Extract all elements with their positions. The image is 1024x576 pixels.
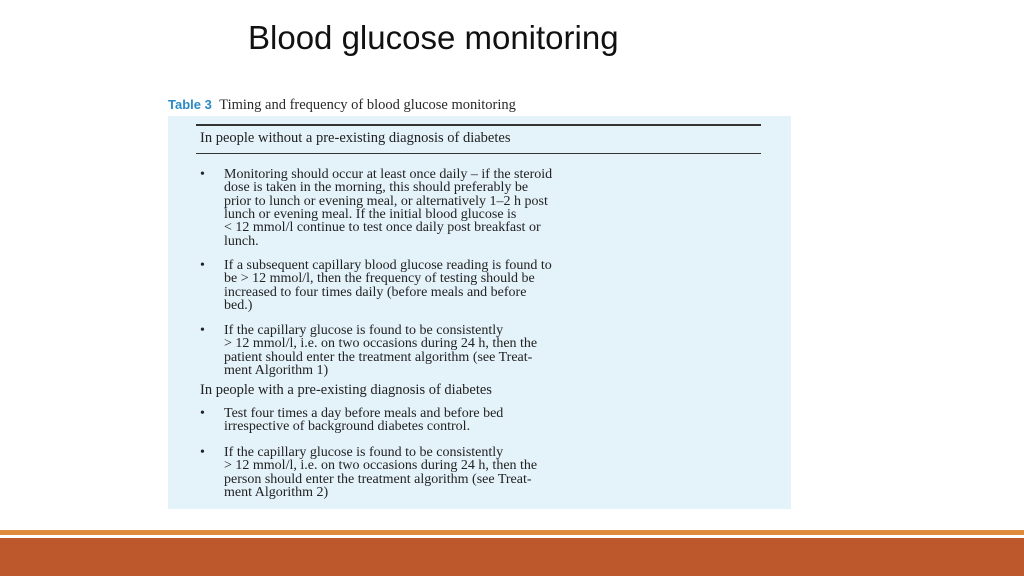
list-item-line: increased to four times daily (before meals and before xyxy=(224,284,527,300)
list-item-line: bed.) xyxy=(224,297,253,313)
slide-title: Blood glucose monitoring xyxy=(248,19,619,56)
bullet-icon: • xyxy=(200,445,205,460)
table-header-rule xyxy=(196,153,761,154)
list-item-line: patient should enter the treatment algorithm (see Treat- xyxy=(224,349,533,365)
table-caption xyxy=(168,97,516,114)
list-item-line: dose is taken in the morning, this should preferably be xyxy=(224,180,529,196)
section-heading-without-diabetes: In people without a pre-existing diagnosis of diabetes xyxy=(200,130,511,146)
list-item-line: Monitoring should occur at least once daily – if the steroid xyxy=(224,167,553,182)
list-item-line: > 12 mmol/l, i.e. on two occasions during 24 h, then the xyxy=(224,336,538,352)
list-item-line: If the capillary glucose is found to be consistently xyxy=(224,323,504,338)
list-item-line: ment Algorithm 1) xyxy=(224,362,329,378)
footer-band xyxy=(0,538,1024,576)
list-item-line: person should enter the treatment algorithm (see Treat- xyxy=(224,471,532,487)
bullet-icon: • xyxy=(200,258,205,273)
list-item-line: Test four times a day before meals and before bed xyxy=(224,406,504,421)
table-caption-text: Timing and frequency of blood glucose monitoring xyxy=(219,97,516,113)
footer-accent-line xyxy=(0,530,1024,535)
list-item-line: If the capillary glucose is found to be consistently xyxy=(224,445,504,460)
list-item-line: < 12 mmol/l continue to test once daily post breakfast or xyxy=(224,220,541,236)
bullet-icon: • xyxy=(200,167,205,182)
table-top-rule xyxy=(196,124,761,126)
list-item-line: lunch. xyxy=(224,233,259,249)
list-item-line: be > 12 mmol/l, then the frequency of testing should be xyxy=(224,271,535,287)
bullet-icon: • xyxy=(200,323,205,338)
list-item-line: irrespective of background diabetes control. xyxy=(224,419,471,435)
list-item-line: > 12 mmol/l, i.e. on two occasions during 24 h, then the xyxy=(224,458,538,474)
table-panel xyxy=(168,116,791,509)
list-item-line: ment Algorithm 2) xyxy=(224,484,329,500)
table-number: Table 3 xyxy=(168,97,212,112)
list-item-line: prior to lunch or evening meal, or alternatively 1–2 h post xyxy=(224,193,548,209)
list-item-line: If a subsequent capillary blood glucose reading is found to xyxy=(224,258,552,273)
list-item-line: lunch or evening meal. If the initial blood glucose is xyxy=(224,206,517,222)
section-heading-with-diabetes: In people with a pre-existing diagnosis of diabetes xyxy=(200,382,492,398)
bullet-icon: • xyxy=(200,406,205,421)
